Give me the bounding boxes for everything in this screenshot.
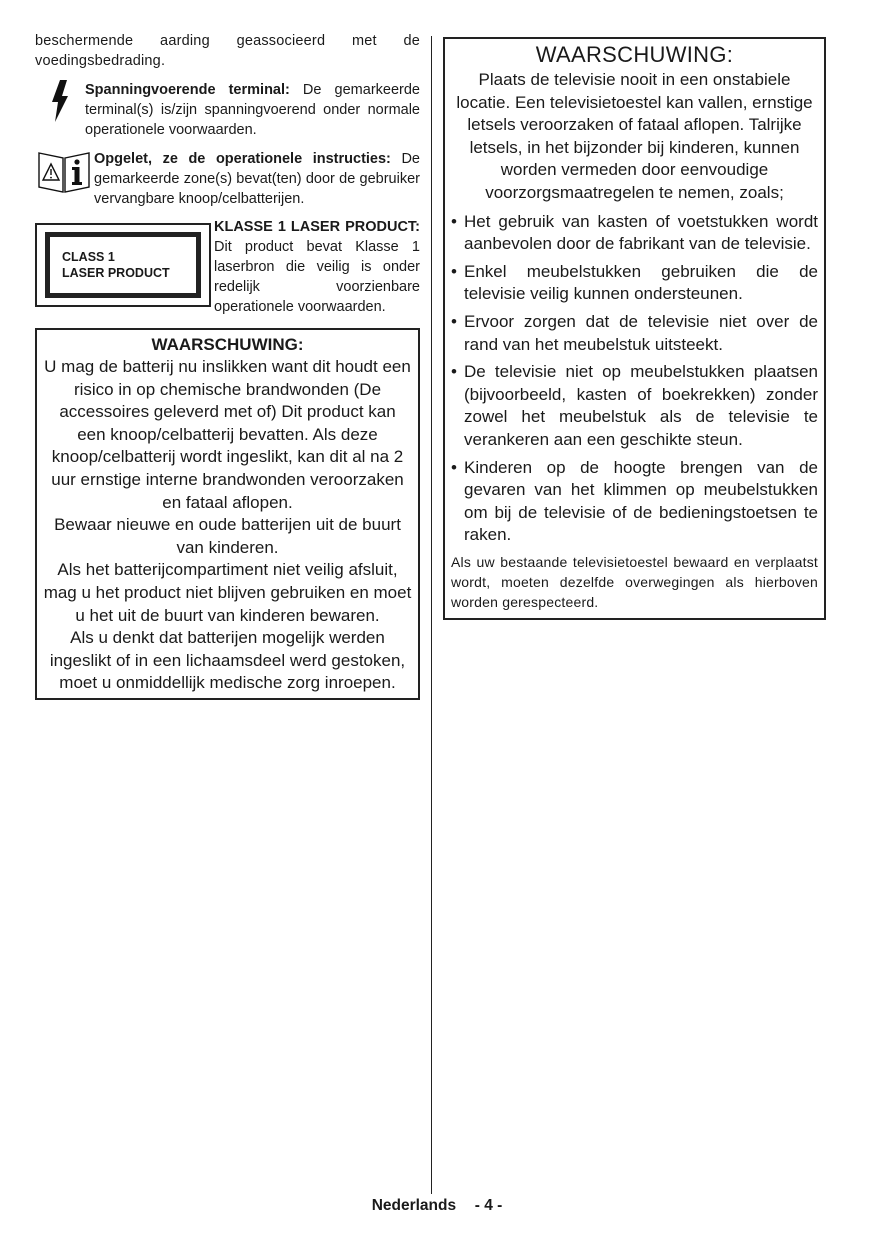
bullet-icon: • xyxy=(451,457,457,477)
page-number: - 4 - xyxy=(474,1197,503,1214)
battery-warning-paragraph: U mag de batterij nu inslikken want dit houdt een risico in op chemische brandwonden (De accessoires geleverd met of) Dit product kan een knoop/celbatterij bevatten. Als deze knoop/celbatterij wordt ingeslikt, kan dit al na 2 uur ernstige interne brandwonden veroorzaken en fataal aflopen. xyxy=(44,357,411,512)
laser-title: KLASSE 1 LASER PRODUCT: xyxy=(214,219,420,235)
intro-text: beschermende aarding geassocieerd met de voedingsbedrading. xyxy=(35,33,420,69)
left-column xyxy=(35,31,420,700)
laser-section xyxy=(35,217,420,317)
bullet-icon: • xyxy=(451,211,457,231)
tv-warning-box xyxy=(443,37,826,620)
list-item: • Ervoor zorgen dat de televisie niet over de rand van het meubelstuk uitsteekt. xyxy=(451,311,818,354)
list-item: • Kinderen op de hoogte brengen van de gevaren van het klimmen op meubelstukken om bij de televisie of de bedieningstoetsen te raken. xyxy=(451,457,818,545)
battery-warning-paragraph: Als het batterijcompartiment niet veilig afsluit, mag u het product niet blijven gebruiken en moet u het uit de buurt van kinderen bewaren. xyxy=(43,560,412,625)
laser-desc xyxy=(214,219,420,315)
symbol-live-terminal-title: Spanningvoerende terminal: xyxy=(85,82,290,98)
footer-language: Nederlands xyxy=(371,1197,457,1214)
tv-warning-intro: Plaats de televisie nooit in een onstabiele locatie. Een televisietoestel kan vallen, ernstige letsels veroorzaken of fataal aflopen. Talrijke letsels, in het bijzonder bij kinderen, kunnen worden vermeden door eenvoudige voorzorgsmaatregelen te nemen, zoals; xyxy=(456,70,813,202)
symbol-caution-desc xyxy=(94,149,420,209)
laser-label-line1: CLASS 1 xyxy=(62,250,115,264)
laser-text: Dit product bevat Klasse 1 laserbron die veilig is onder redelijk voorzienbare operationele voorwaarden. xyxy=(214,239,420,315)
battery-warning-paragraph: Als u denkt dat batterijen mogelijk werden ingeslikt of in een lichaamsdeel werd gestoken, moet u onmiddellijk medische zorg inroepen. xyxy=(49,628,406,693)
right-column xyxy=(443,37,826,620)
symbol-live-terminal-text: De gemarkeerde terminal(s) is/zijn spanningvoerend onder normale operationele voorwaarden. xyxy=(85,82,420,138)
laser-label-line2: LASER PRODUCT xyxy=(62,266,170,280)
page-footer xyxy=(0,1196,874,1216)
laser-product-label xyxy=(35,223,211,307)
lightning-bolt-icon xyxy=(35,80,85,122)
battery-warning-paragraph: Bewaar nieuwe en oude batterijen uit de buurt van kinderen. xyxy=(54,515,401,557)
symbol-caution xyxy=(35,149,420,209)
battery-warning-title: WAARSCHUWING: xyxy=(151,335,304,354)
list-item: • Enkel meubelstukken gebruiken die de televisie veilig kunnen ondersteunen. xyxy=(451,261,818,304)
list-item: • Het gebruik van kasten of voetstukken wordt aanbevolen door de fabrikant van de televisie. xyxy=(451,211,818,254)
bullet-icon: • xyxy=(451,261,457,281)
symbol-live-terminal xyxy=(35,80,420,140)
symbol-live-terminal-desc xyxy=(85,80,420,140)
symbol-caution-title: Opgelet, ze de operationele instructies: xyxy=(94,151,391,167)
tv-warning-title: WAARSCHUWING: xyxy=(535,42,734,67)
tv-warning-list xyxy=(451,211,818,547)
list-item: • De televisie niet op meubelstukken plaatsen (bijvoorbeeld, kasten of boekrekken) zonder zowel het meubelstuk als de televisie te verankeren aan een geschikte steun. xyxy=(451,362,818,449)
bullet-icon: • xyxy=(451,311,457,331)
manual-caution-icon xyxy=(35,149,93,195)
tv-warning-note: Als uw bestaande televisietoestel bewaard en verplaatst wordt, moeten dezelfde overwegingen als hierboven worden gerespecteerd. xyxy=(451,553,818,610)
column-divider xyxy=(431,36,432,1194)
bullet-icon: • xyxy=(451,362,457,382)
battery-warning-box xyxy=(35,328,420,700)
symbol-caution-text: De gemarkeerde zone(s) bevat(ten) door de gebruiker vervangbare knoop/celbatterijen. xyxy=(94,151,420,207)
